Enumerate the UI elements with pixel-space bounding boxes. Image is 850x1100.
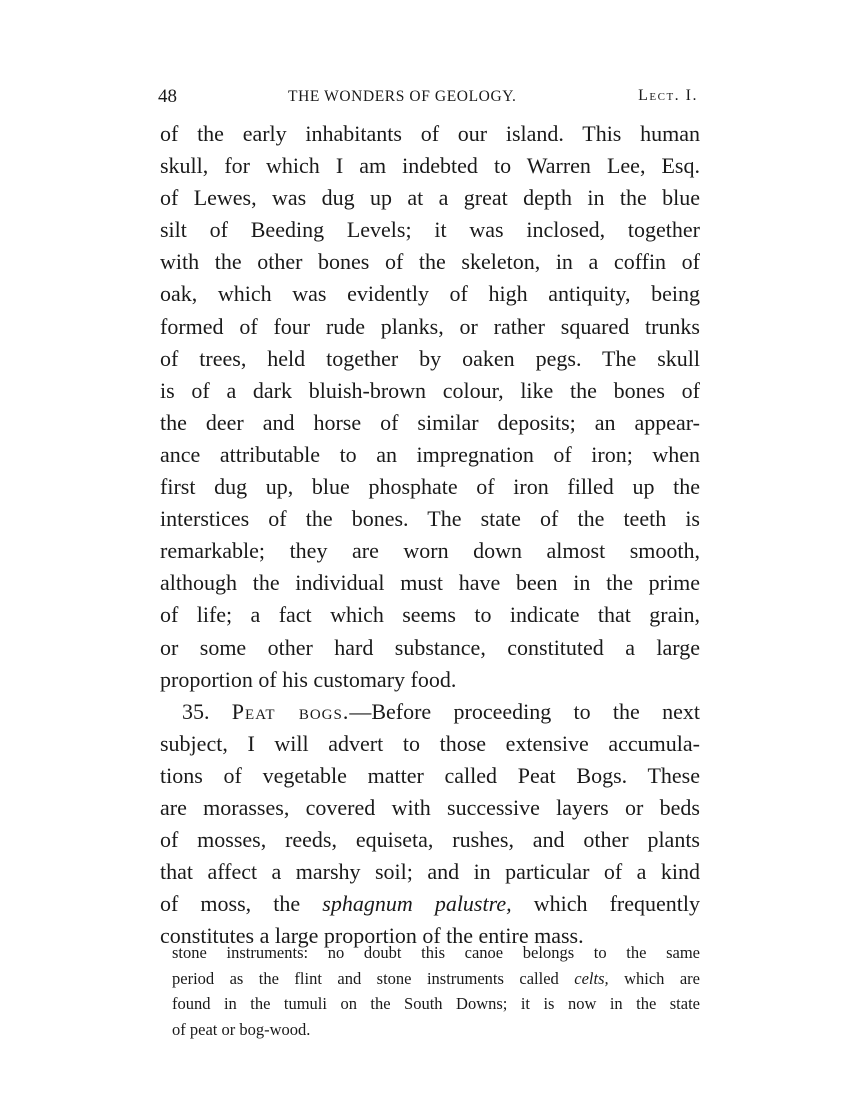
page-number: 48 [158, 86, 177, 107]
italic-line [160, 888, 700, 920]
running-title: THE WONDERS OF GEOLOGY. [288, 88, 517, 105]
body-text [160, 118, 700, 952]
text-line: that affect a marshy soil; and in particular of a kind [160, 859, 700, 885]
text-line: is of a dark bluish-brown colour, like the bones of [160, 377, 700, 403]
text-line: of life; a fact which seems to indicate that grain, [160, 602, 700, 628]
text-line: tions of vegetable matter called Peat Bogs. These [160, 762, 700, 788]
text-line: with the other bones of the skeleton, in a coffin of [160, 249, 700, 275]
italic-term: celts, [574, 968, 609, 988]
text-line: silt of Beeding Levels; it was inclosed, together [160, 217, 700, 243]
text-line: remarkable; they are worn down almost smooth, [160, 538, 700, 564]
text-fragment: which are [608, 968, 701, 988]
text-line: or some other hard substance, constituted a large [160, 634, 700, 660]
text-line: subject, I will advert to those extensive accumula- [160, 730, 700, 756]
text-line: of Lewes, was dug up at a great depth in the blue [160, 185, 700, 211]
text-line: although the individual must have been in the prime [160, 570, 700, 596]
footnote-line: of peat or bog-wood. [172, 1019, 311, 1039]
text-line: of the early inhabitants of our island. This human [160, 121, 700, 146]
text-fragment: period as the flint and stone instruments called [172, 968, 575, 988]
section-first-line-text: —Before proceeding to the next [349, 698, 700, 724]
text-line: constitutes a large proportion of the entire mass. [160, 923, 584, 949]
footnote-line: stone instruments: no doubt this canoe belongs to the same [172, 943, 700, 962]
text-line: are morasses, covered with successive layers or beds [160, 794, 700, 820]
footnote-line: found in the tumuli on the South Downs; it is now in the state [172, 994, 700, 1013]
text-line: of mosses, reeds, equiseta, rushes, and other plants [160, 827, 700, 853]
text-line: oak, which was evidently of high antiquity, being [160, 281, 700, 307]
text-line: first dug up, blue phosphate of iron filled up the [160, 474, 700, 500]
text-line: of trees, held together by oaken pegs. The skull [160, 345, 700, 371]
text-line: interstices of the bones. The state of the teeth is [160, 506, 700, 532]
text-fragment: of moss, the [160, 891, 323, 917]
species-name: sphagnum palustre, [322, 891, 512, 917]
section-first-line [160, 696, 700, 728]
running-head [158, 86, 698, 110]
text-line: formed of four rude planks, or rather squared trunks [160, 313, 700, 339]
section-number: 35. [182, 698, 210, 724]
footnote [172, 940, 700, 1042]
footnote-line [172, 966, 700, 992]
lecture-label: Lect. I. [638, 87, 698, 104]
text-line: the deer and horse of similar deposits; an appear- [160, 409, 700, 435]
text-line: proportion of his customary food. [160, 666, 457, 692]
text-fragment: which frequently [511, 891, 701, 917]
section-heading: Peat bogs. [231, 698, 350, 724]
text-line: ance attributable to an impregnation of iron; when [160, 441, 700, 467]
text-line: skull, for which I am indebted to Warren Lee, Esq. [160, 153, 700, 179]
